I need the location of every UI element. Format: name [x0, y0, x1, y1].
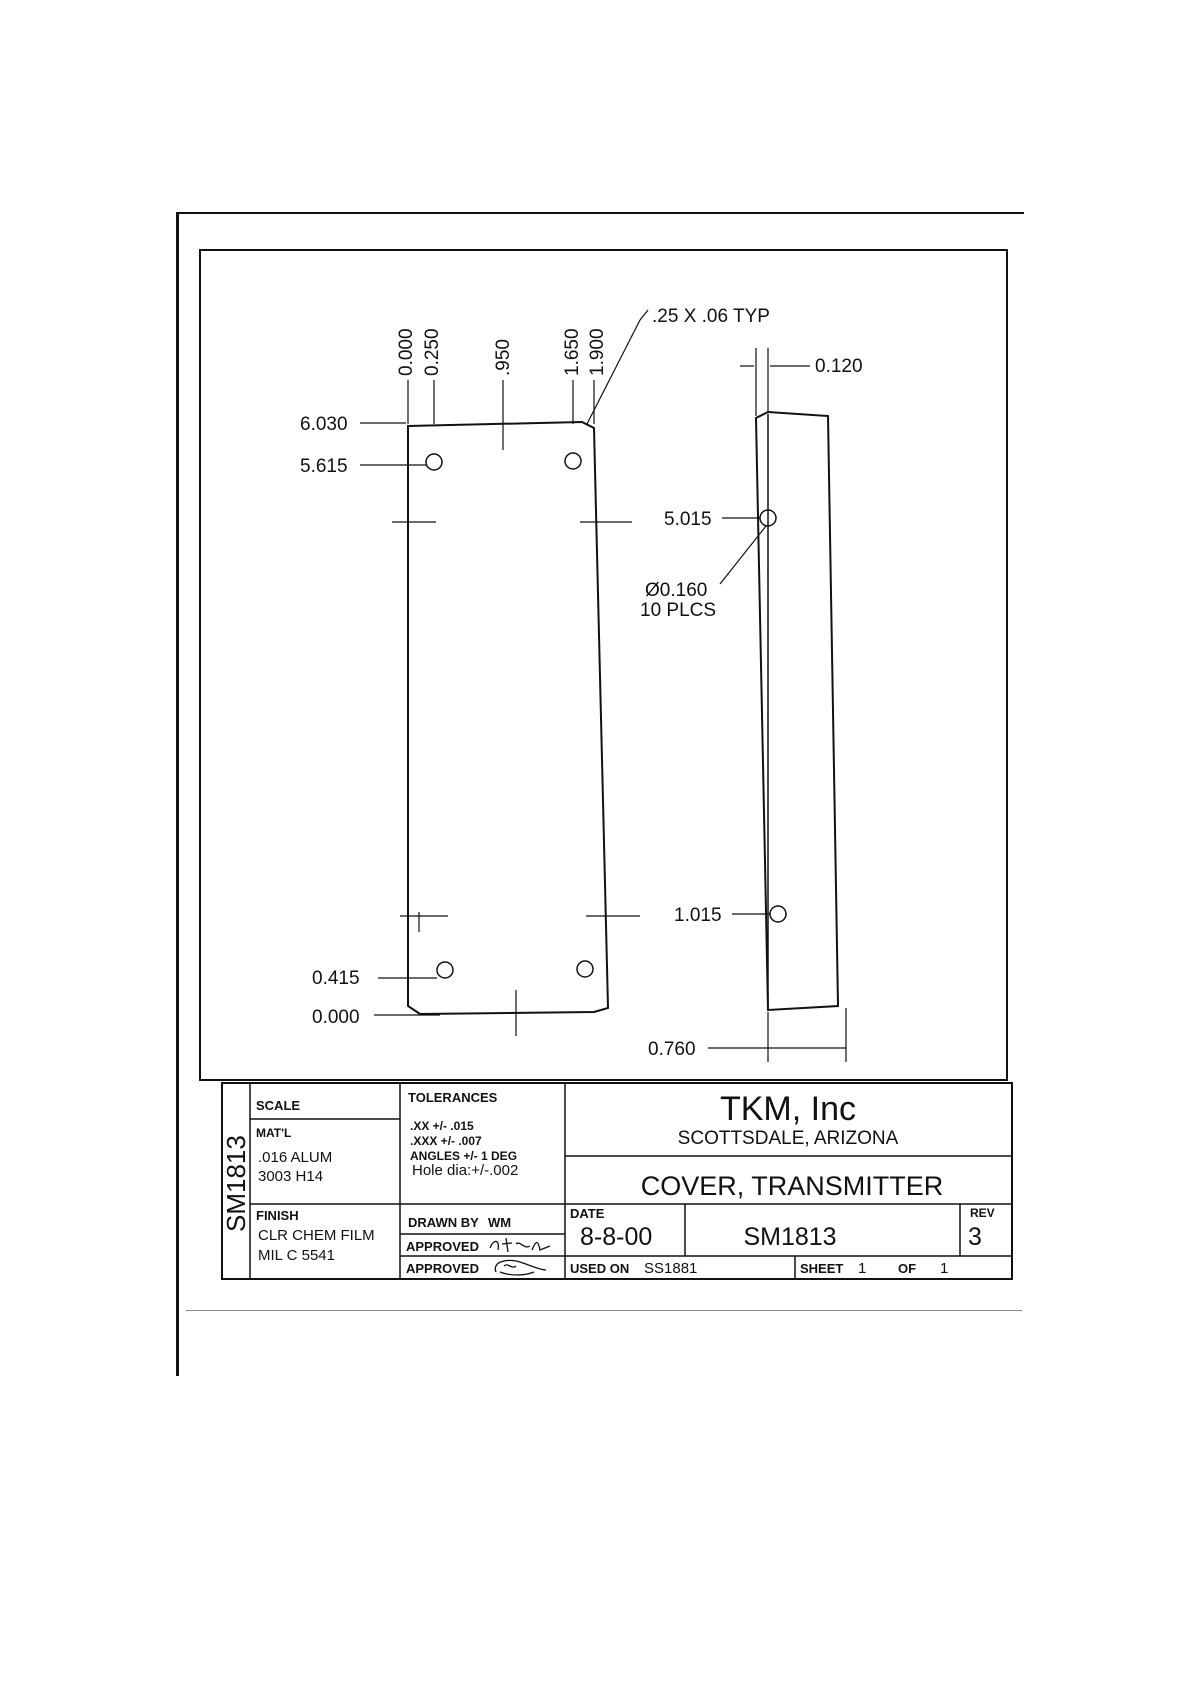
tolerance-xx: .XX +/- .015	[410, 1119, 474, 1133]
sheet-total: 1	[940, 1260, 949, 1277]
title-block	[221, 1083, 1012, 1279]
approved-label-1: APPROVED	[406, 1239, 479, 1254]
x-dim-0-250: 0.250	[422, 328, 443, 376]
y-dim-5-615: 5.615	[300, 456, 348, 477]
tolerances-label: TOLERANCES	[408, 1090, 498, 1105]
approval-signature-2	[495, 1260, 546, 1275]
material-line2: 3003 H14	[258, 1168, 324, 1185]
approval-signature-1	[490, 1238, 550, 1252]
sheet-label: SHEET	[800, 1261, 844, 1276]
front-view-outline	[408, 422, 608, 1014]
side-hole-dim-1-015: 1.015	[674, 905, 722, 926]
material-label: MAT'L	[256, 1126, 292, 1140]
chamfer-note: .25 X .06 TYP	[652, 306, 770, 327]
rev-label: REV	[970, 1206, 995, 1220]
part-number: SM1813	[743, 1223, 837, 1251]
tolerance-xxx: .XXX +/- .007	[410, 1134, 482, 1148]
side-hole-bottom	[770, 906, 786, 922]
y-dim-0-415: 0.415	[312, 968, 360, 989]
finish-line1: CLR CHEM FILM	[258, 1227, 375, 1244]
side-hole-dim-5-015: 5.015	[664, 509, 712, 530]
drawn-by-label: DRAWN BY	[408, 1215, 479, 1230]
x-dim-0-000: 0.000	[396, 328, 417, 376]
hole-top-left	[426, 454, 442, 470]
width-dim: 0.760	[648, 1039, 696, 1060]
y-dim-0-000: 0.000	[312, 1007, 360, 1028]
hole-note-diameter: Ø0.160	[645, 580, 708, 601]
scale-label: SCALE	[256, 1098, 301, 1113]
tolerance-hole: Hole dia:+/-.002	[412, 1162, 519, 1179]
side-drawing-number: SM1813	[221, 1135, 251, 1232]
finish-line2: MIL C 5541	[258, 1247, 335, 1264]
side-view	[640, 348, 863, 1062]
front-view	[300, 306, 770, 1036]
hole-top-right	[565, 453, 581, 469]
company-name: TKM, Inc	[719, 1090, 857, 1128]
used-on-value: SS1881	[644, 1260, 698, 1277]
tolerance-angles: ANGLES +/- 1 DEG	[410, 1149, 518, 1163]
hole-bottom-left	[437, 962, 453, 978]
drawn-by-value: WM	[488, 1215, 512, 1230]
company-location: SCOTTSDALE, ARIZONA	[677, 1128, 899, 1149]
hole-bottom-right	[577, 961, 593, 977]
x-dim-1-900: 1.900	[587, 328, 608, 376]
material-line1: .016 ALUM	[258, 1149, 333, 1166]
used-on-label: USED ON	[570, 1261, 630, 1276]
part-title: COVER, TRANSMITTER	[640, 1171, 944, 1201]
date-value: 8-8-00	[580, 1223, 653, 1251]
sheet-number: 1	[858, 1260, 867, 1277]
rev-value: 3	[968, 1223, 982, 1251]
of-label: OF	[898, 1261, 917, 1276]
thickness-dim: 0.120	[815, 356, 863, 377]
finish-label: FINISH	[256, 1208, 299, 1223]
y-dim-6-030: 6.030	[300, 414, 348, 435]
hole-note-count: 10 PLCS	[640, 600, 717, 621]
x-dim-1-650: 1.650	[562, 328, 583, 376]
x-dim-0-950: .950	[493, 339, 514, 376]
approved-label-2: APPROVED	[406, 1261, 479, 1276]
date-label: DATE	[570, 1206, 605, 1221]
